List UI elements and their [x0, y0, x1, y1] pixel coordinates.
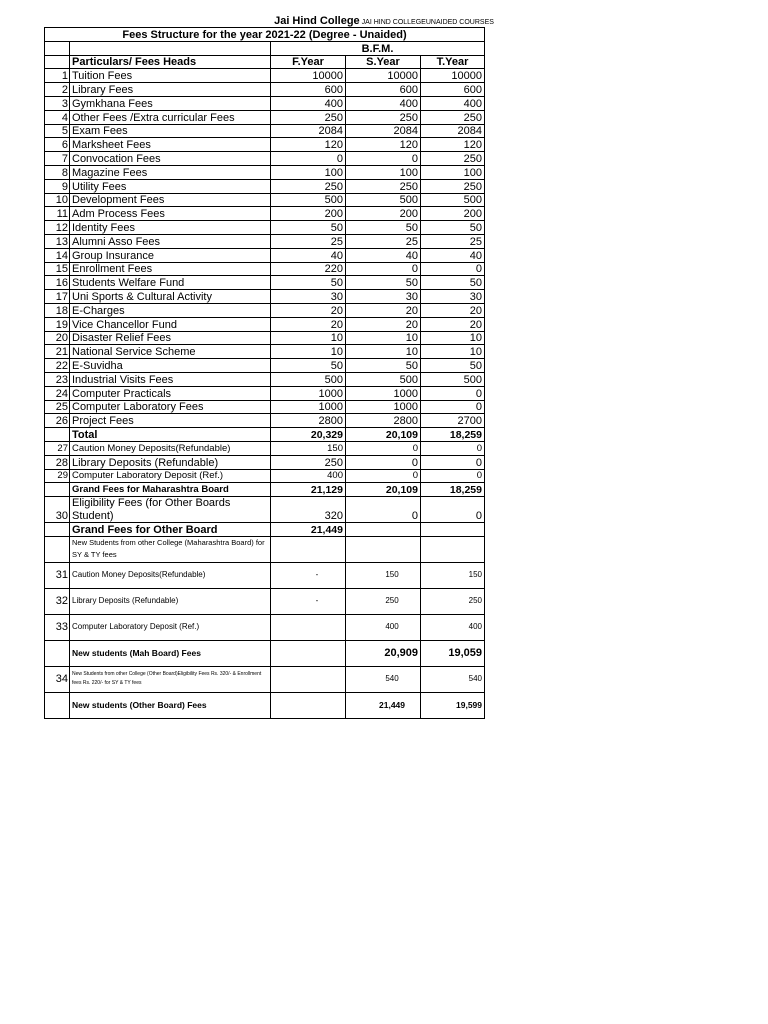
fy-header: F.Year — [271, 55, 346, 69]
ty-value: 120 — [421, 138, 485, 152]
row-number: 7 — [45, 152, 70, 166]
fee-head: Identity Fees — [70, 221, 271, 235]
fee-row — [45, 303, 485, 317]
fy-value: - — [271, 588, 346, 614]
new-other-sy: 21,449 — [346, 692, 421, 718]
row-number-empty — [45, 483, 70, 497]
sy-value: 10000 — [346, 69, 421, 83]
ty-value: 25 — [421, 234, 485, 248]
sy-value: 50 — [346, 276, 421, 290]
fee-head: Students Welfare Fund — [70, 276, 271, 290]
row-number: 12 — [45, 221, 70, 235]
sy-value: 600 — [346, 83, 421, 97]
row-number: 22 — [45, 359, 70, 373]
sy-value: 0 — [346, 497, 421, 523]
new-mah-row — [45, 640, 485, 666]
fy-value: 1000 — [271, 400, 346, 414]
sy-value: 2800 — [346, 414, 421, 428]
fee-row — [45, 152, 485, 166]
sy-value: 0 — [346, 441, 421, 455]
sy-value: 0 — [346, 455, 421, 469]
fy-value: 250 — [271, 455, 346, 469]
fee-head: Enrollment Fees — [70, 262, 271, 276]
row-number-empty — [45, 640, 70, 666]
new-students-note-row — [45, 536, 485, 562]
fee-head: Magazine Fees — [70, 165, 271, 179]
grand-other-fy: 21,449 — [271, 523, 346, 537]
row-number: 20 — [45, 331, 70, 345]
ty-value: 50 — [421, 221, 485, 235]
row-number: 25 — [45, 400, 70, 414]
fee-row — [45, 414, 485, 428]
sy-value: 40 — [346, 248, 421, 262]
ty-value: 0 — [421, 386, 485, 400]
fy-value: 2800 — [271, 414, 346, 428]
ty-value: 0 — [421, 441, 485, 455]
total-label: Total — [70, 428, 271, 442]
row-number: 14 — [45, 248, 70, 262]
row-number: 13 — [45, 234, 70, 248]
sy-value: 250 — [346, 179, 421, 193]
fee-head: Vice Chancellor Fund — [70, 317, 271, 331]
sy-value: 50 — [346, 221, 421, 235]
fee-head: Project Fees — [70, 414, 271, 428]
new-student-row — [45, 588, 485, 614]
fy-value: 25 — [271, 234, 346, 248]
fee-head: E-Charges — [70, 303, 271, 317]
fy-value: 20 — [271, 317, 346, 331]
row-number: 31 — [45, 562, 70, 588]
sy-value: 50 — [346, 359, 421, 373]
fy-value: 120 — [271, 138, 346, 152]
fy-value: 30 — [271, 290, 346, 304]
sy-value: 540 — [346, 666, 421, 692]
ty-value: 250 — [421, 588, 485, 614]
new-student-head: Caution Money Deposits(Refundable) — [70, 562, 271, 588]
deposit-head: Computer Laboratory Deposit (Ref.) — [70, 469, 271, 483]
ty-value: 0 — [421, 455, 485, 469]
sy-value: 100 — [346, 165, 421, 179]
row-number-empty — [45, 523, 70, 537]
ty-value: 50 — [421, 276, 485, 290]
new-students-note: New Students from other College (Maharashtra Board) for SY & TY fees — [70, 536, 271, 562]
fee-head: Disaster Relief Fees — [70, 331, 271, 345]
fee-head: National Service Scheme — [70, 345, 271, 359]
fee-head: Exam Fees — [70, 124, 271, 138]
fy-value — [271, 614, 346, 640]
total-fy: 20,329 — [271, 428, 346, 442]
ty-value: 500 — [421, 372, 485, 386]
row-number-empty — [45, 536, 70, 562]
fee-head: Other Fees /Extra curricular Fees — [70, 110, 271, 124]
fee-row — [45, 359, 485, 373]
ty-value: 20 — [421, 317, 485, 331]
ty-value: 250 — [421, 110, 485, 124]
course-name: B.F.M. — [271, 41, 485, 55]
grand-other-label: Grand Fees for Other Board — [70, 523, 271, 537]
ty-value: 10000 — [421, 69, 485, 83]
ty-value: 0 — [421, 262, 485, 276]
fee-row — [45, 221, 485, 235]
sy-value: 200 — [346, 207, 421, 221]
fy-value: 20 — [271, 303, 346, 317]
total-ty: 18,259 — [421, 428, 485, 442]
fy-value: 10000 — [271, 69, 346, 83]
ty-value: 540 — [421, 666, 485, 692]
fy-value: 2084 — [271, 124, 346, 138]
row-number: 6 — [45, 138, 70, 152]
fy-value: 150 — [271, 441, 346, 455]
fy-value: 10 — [271, 345, 346, 359]
fee-row — [45, 96, 485, 110]
new-mah-label: New students (Mah Board) Fees — [70, 640, 271, 666]
fee-head: Gymkhana Fees — [70, 96, 271, 110]
row-number: 15 — [45, 262, 70, 276]
ty-value: 20 — [421, 303, 485, 317]
row-number: 30 — [45, 497, 70, 523]
ty-value: 40 — [421, 248, 485, 262]
sy-value: 1000 — [346, 386, 421, 400]
fee-row — [45, 248, 485, 262]
sy-value: 20 — [346, 317, 421, 331]
row-34 — [45, 666, 485, 692]
fee-row — [45, 345, 485, 359]
eligibility-head: Eligibility Fees (for Other Boards Student) — [70, 497, 271, 523]
sy-value: 25 — [346, 234, 421, 248]
fee-row — [45, 386, 485, 400]
row-number: 2 — [45, 83, 70, 97]
fee-row — [45, 69, 485, 83]
row-number: 32 — [45, 588, 70, 614]
ty-value: 0 — [421, 469, 485, 483]
fy-value: 1000 — [271, 386, 346, 400]
row-number: 10 — [45, 193, 70, 207]
new-student-row — [45, 562, 485, 588]
sy-value: 400 — [346, 614, 421, 640]
ty-value: 250 — [421, 152, 485, 166]
row-number: 4 — [45, 110, 70, 124]
ty-value: 150 — [421, 562, 485, 588]
new-other-note: New Students from other College (Other Board)Eligibility Fees Rs. 320/- & Enrollment fees Rs. 220/- for SY & TY fees — [70, 666, 271, 692]
sy-header: S.Year — [346, 55, 421, 69]
empty-cell — [271, 692, 346, 718]
fy-value: 40 — [271, 248, 346, 262]
sy-value: 2084 — [346, 124, 421, 138]
fee-row — [45, 400, 485, 414]
row-number: 21 — [45, 345, 70, 359]
empty-cell — [271, 666, 346, 692]
fy-value: 500 — [271, 193, 346, 207]
row-number: 19 — [45, 317, 70, 331]
deposit-head: Library Deposits (Refundable) — [70, 455, 271, 469]
fee-row — [45, 290, 485, 304]
empty-cell — [271, 536, 346, 562]
fee-row — [45, 234, 485, 248]
row-number: 11 — [45, 207, 70, 221]
fy-value: 200 — [271, 207, 346, 221]
fee-row — [45, 179, 485, 193]
fy-value: 500 — [271, 372, 346, 386]
fy-value: 250 — [271, 110, 346, 124]
ty-value: 2700 — [421, 414, 485, 428]
fy-value: 320 — [271, 497, 346, 523]
ty-value: 400 — [421, 614, 485, 640]
fee-head: E-Suvidha — [70, 359, 271, 373]
fee-head: Development Fees — [70, 193, 271, 207]
deposit-row — [45, 455, 485, 469]
fy-value: 220 — [271, 262, 346, 276]
fy-value: 400 — [271, 96, 346, 110]
fee-row — [45, 165, 485, 179]
row-number: 8 — [45, 165, 70, 179]
deposit-head: Caution Money Deposits(Refundable) — [70, 441, 271, 455]
fee-head: Computer Practicals — [70, 386, 271, 400]
fee-head: Marksheet Fees — [70, 138, 271, 152]
ty-value: 10 — [421, 331, 485, 345]
fy-value: 250 — [271, 179, 346, 193]
fees-table — [44, 27, 485, 719]
row-number: 9 — [45, 179, 70, 193]
row-number: 3 — [45, 96, 70, 110]
fy-value: - — [271, 562, 346, 588]
structure-row — [45, 28, 485, 42]
ty-value: 600 — [421, 83, 485, 97]
new-other-row — [45, 692, 485, 718]
fee-head: Industrial Visits Fees — [70, 372, 271, 386]
fy-value: 600 — [271, 83, 346, 97]
fy-value: 50 — [271, 276, 346, 290]
sy-value: 20 — [346, 303, 421, 317]
fee-row — [45, 83, 485, 97]
fee-head: Utility Fees — [70, 179, 271, 193]
fy-value: 0 — [271, 152, 346, 166]
sy-value: 120 — [346, 138, 421, 152]
fee-head: Uni Sports & Cultural Activity — [70, 290, 271, 304]
ty-value: 50 — [421, 359, 485, 373]
sy-value: 1000 — [346, 400, 421, 414]
fy-value: 100 — [271, 165, 346, 179]
fee-row — [45, 317, 485, 331]
sy-value: 10 — [346, 331, 421, 345]
grand-other-row — [45, 523, 485, 537]
eligibility-row — [45, 497, 485, 523]
new-mah-ty: 19,059 — [421, 640, 485, 666]
particulars-header: Particulars/ Fees Heads — [70, 55, 271, 69]
college-name: Jai Hind College — [274, 15, 360, 27]
fy-value: 50 — [271, 221, 346, 235]
new-other-ty: 19,599 — [421, 692, 485, 718]
fee-row — [45, 262, 485, 276]
fees-table-body — [45, 28, 485, 719]
row-number: 26 — [45, 414, 70, 428]
sy-value: 30 — [346, 290, 421, 304]
ty-value: 200 — [421, 207, 485, 221]
empty-cell — [421, 523, 485, 537]
fy-value: 400 — [271, 469, 346, 483]
row-number: 29 — [45, 469, 70, 483]
grand-mah-label: Grand Fees for Maharashtra Board — [70, 483, 271, 497]
row-number: 27 — [45, 441, 70, 455]
grand-mah-ty: 18,259 — [421, 483, 485, 497]
ty-header: T.Year — [421, 55, 485, 69]
ty-value: 250 — [421, 179, 485, 193]
new-student-head: Library Deposits (Refundable) — [70, 588, 271, 614]
empty-cell — [421, 536, 485, 562]
fee-row — [45, 193, 485, 207]
structure-title: Fees Structure for the year 2021-22 (Degree - Unaided) — [45, 28, 485, 42]
ty-value: 500 — [421, 193, 485, 207]
row-number: 28 — [45, 455, 70, 469]
ty-value: 0 — [421, 497, 485, 523]
empty-cell — [346, 523, 421, 537]
sy-value: 0 — [346, 262, 421, 276]
row-number: 16 — [45, 276, 70, 290]
row-number: 17 — [45, 290, 70, 304]
row-number: 33 — [45, 614, 70, 640]
fee-head: Adm Process Fees — [70, 207, 271, 221]
fee-row — [45, 276, 485, 290]
row-number: 34 — [45, 666, 70, 692]
grand-mah-fy: 21,129 — [271, 483, 346, 497]
sy-value: 150 — [346, 562, 421, 588]
fee-row — [45, 124, 485, 138]
fee-row — [45, 138, 485, 152]
sy-value: 500 — [346, 193, 421, 207]
empty-cell — [346, 536, 421, 562]
total-sy: 20,109 — [346, 428, 421, 442]
row-number: 5 — [45, 124, 70, 138]
new-other-label: New students (Other Board) Fees — [70, 692, 271, 718]
sy-value: 250 — [346, 110, 421, 124]
fy-value: 10 — [271, 331, 346, 345]
total-row — [45, 428, 485, 442]
ty-value: 0 — [421, 400, 485, 414]
sy-value: 0 — [346, 152, 421, 166]
fee-head: Computer Laboratory Fees — [70, 400, 271, 414]
row-number: 23 — [45, 372, 70, 386]
column-header-row — [45, 55, 485, 69]
row-number-empty — [45, 692, 70, 718]
fy-value: 50 — [271, 359, 346, 373]
course-row — [45, 41, 485, 55]
fee-row — [45, 110, 485, 124]
deposit-row — [45, 469, 485, 483]
college-subtitle: JAI HIND COLLEGEUNAIDED COURSES — [361, 19, 494, 26]
row-number: 24 — [45, 386, 70, 400]
grand-mah-row — [45, 483, 485, 497]
sy-value: 250 — [346, 588, 421, 614]
row-number: 1 — [45, 69, 70, 83]
fee-row — [45, 372, 485, 386]
new-student-head: Computer Laboratory Deposit (Ref.) — [70, 614, 271, 640]
sy-value: 0 — [346, 469, 421, 483]
new-mah-sy: 20,909 — [346, 640, 421, 666]
empty-cell — [271, 640, 346, 666]
fee-head: Group Insurance — [70, 248, 271, 262]
fee-head: Library Fees — [70, 83, 271, 97]
sy-value: 400 — [346, 96, 421, 110]
fee-row — [45, 207, 485, 221]
fee-row — [45, 331, 485, 345]
row-number: 18 — [45, 303, 70, 317]
sy-value: 10 — [346, 345, 421, 359]
ty-value: 30 — [421, 290, 485, 304]
fee-head: Tuition Fees — [70, 69, 271, 83]
row-number-empty — [45, 428, 70, 442]
new-student-row — [45, 614, 485, 640]
grand-mah-sy: 20,109 — [346, 483, 421, 497]
ty-value: 400 — [421, 96, 485, 110]
deposit-row — [45, 441, 485, 455]
ty-value: 2084 — [421, 124, 485, 138]
fee-head: Convocation Fees — [70, 152, 271, 166]
fee-head: Alumni Asso Fees — [70, 234, 271, 248]
ty-value: 100 — [421, 165, 485, 179]
sy-value: 500 — [346, 372, 421, 386]
ty-value: 10 — [421, 345, 485, 359]
